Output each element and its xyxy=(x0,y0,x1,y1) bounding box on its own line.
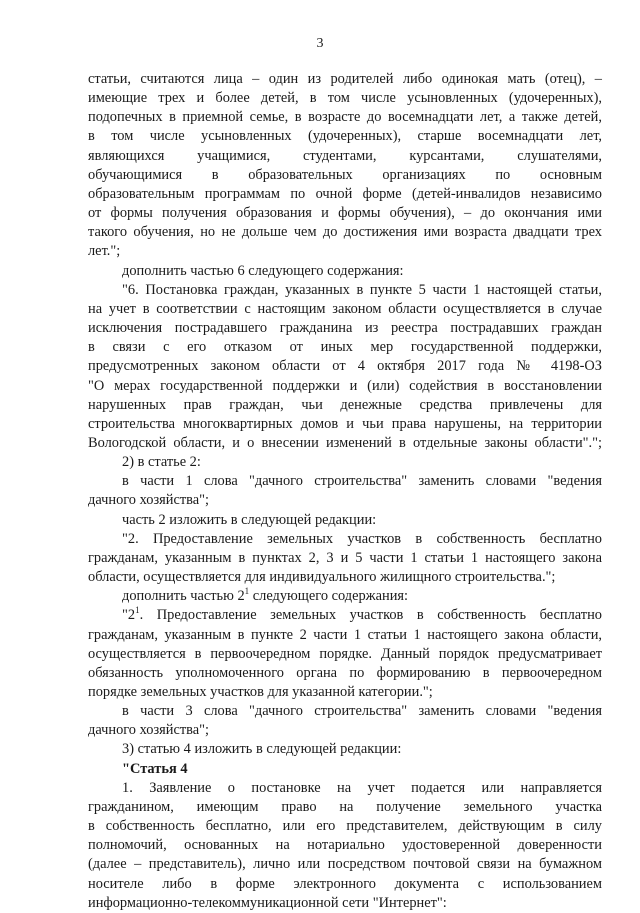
text-line: "6. Постановка граждан, указанных в пункте 5 части 1 настоящей статьи, xyxy=(122,281,602,298)
text-line: такого обучения, но не дольше чем до достижения ими возраста двадцати трех xyxy=(88,224,602,241)
text-line: в части 1 слова "дачного строительства" заменить словами "ведения xyxy=(122,473,602,490)
text-line: в том числе усыновленных (удочеренных), старше восемнадцати лет, xyxy=(88,128,602,145)
text-line: гражданам, указанным в пункте 2 части 1 статьи 1 настоящего закона области, xyxy=(88,626,602,643)
text-line: предусмотренных законом области от 4 октября 2017 года № 4198-ОЗ xyxy=(88,358,602,375)
text-line: гражданином, имеющим право на получение земельного участка xyxy=(88,798,602,815)
text-line: подопечных в приемной семье, в возрасте до восемнадцати лет, а также детей, xyxy=(88,109,602,126)
text-line: обязанность уполномоченного органа по формированию в первоочередном xyxy=(88,664,602,681)
text-line: 2) в статье 2: xyxy=(122,454,201,471)
text-line: (далее – представитель), лично или посредством почтовой связи на бумажном xyxy=(88,856,602,873)
text-line: порядке земельных участков для указанной категории."; xyxy=(88,684,433,700)
text-line: области, осуществляется для индивидуального жилищного строительства."; xyxy=(88,569,556,586)
text-line: дополнить частью $2^1$ следующего содержания: xyxy=(122,586,409,605)
text-line: "О мерах государственной поддержки и (или) содействия в восстановлении xyxy=(88,377,602,394)
text-line: строительства многоквартирных домов и чьи права нарушены, на территории xyxy=(88,415,602,432)
page-number: 3 xyxy=(316,36,324,51)
text-line: на учет в соответствии с настоящим законом области осуществляется в случае xyxy=(88,300,602,317)
text-line: являющихся учащимися, студентами, курсантами, слушателями, xyxy=(88,147,602,164)
text-line: 3) статью 4 изложить в следующей редакции: xyxy=(122,741,402,758)
text-line: часть 2 изложить в следующей редакции: xyxy=(122,511,377,528)
text-line: в собственность бесплатно, или его представителем, действующим в силу xyxy=(88,818,602,835)
superscript: 1 xyxy=(244,586,250,597)
text-line: имеющие трех и более детей, в том числе усыновленных (удочеренных), xyxy=(88,90,602,107)
text-line: дачного хозяйства"; xyxy=(88,492,209,509)
text-line: в части 3 слова "дачного строительства" заменить словами "ведения xyxy=(122,703,602,720)
text-line: в связи с его отказом от иных мер государственной поддержки, xyxy=(88,339,602,356)
text-line: гражданам, указанным в пунктах 2, 3 и 5 части 1 статьи 1 настоящего закона xyxy=(88,549,602,566)
text-line: "2. Предоставление земельных участков в собственность бесплатно xyxy=(122,530,602,547)
superscript: 1 xyxy=(135,605,140,616)
text-line: носителе либо в форме электронного документа с использованием xyxy=(88,875,602,892)
text-line: от формы получения образования и формы обучения), – до окончания ими xyxy=(88,205,602,222)
text-line: полномочий, основанных на нотариально удостоверенной доверенности xyxy=(88,837,602,854)
text-line: статьи, считаются лица – один из родителей либо одинокая мать (отец), – xyxy=(88,71,602,87)
text-line: нарушенных прав граждан, чьи денежные средства привлечены для xyxy=(88,396,602,413)
text-line: Вологодской области, и о внесении изменений в отдельные законы области"."; xyxy=(88,434,602,451)
text-line: осуществляется в первоочередном порядке. Данный порядок предусматривает xyxy=(88,645,602,662)
text-line: исключения пострадавшего гражданина из реестра пострадавших граждан xyxy=(88,320,602,337)
text-line: "$2^1$. Предоставление земельных участков в собственность бесплатно xyxy=(122,605,602,624)
text-line: обучающимися в образовательных организациях по основным xyxy=(88,166,602,183)
text-line: 1. Заявление о постановке на учет подается или направляется xyxy=(122,779,602,796)
text-line: информационно-телекоммуникационной сети "Интернет": xyxy=(88,894,447,911)
text-line: дачного хозяйства"; xyxy=(88,722,209,739)
document-body xyxy=(88,70,602,913)
text-line: лет."; xyxy=(88,243,121,260)
text-line: образовательным программам по очной форме (детей-инвалидов независимо xyxy=(88,185,602,202)
text-line: дополнить частью 6 следующего содержания: xyxy=(122,262,404,279)
text-line: "Статья 4 xyxy=(122,760,188,777)
